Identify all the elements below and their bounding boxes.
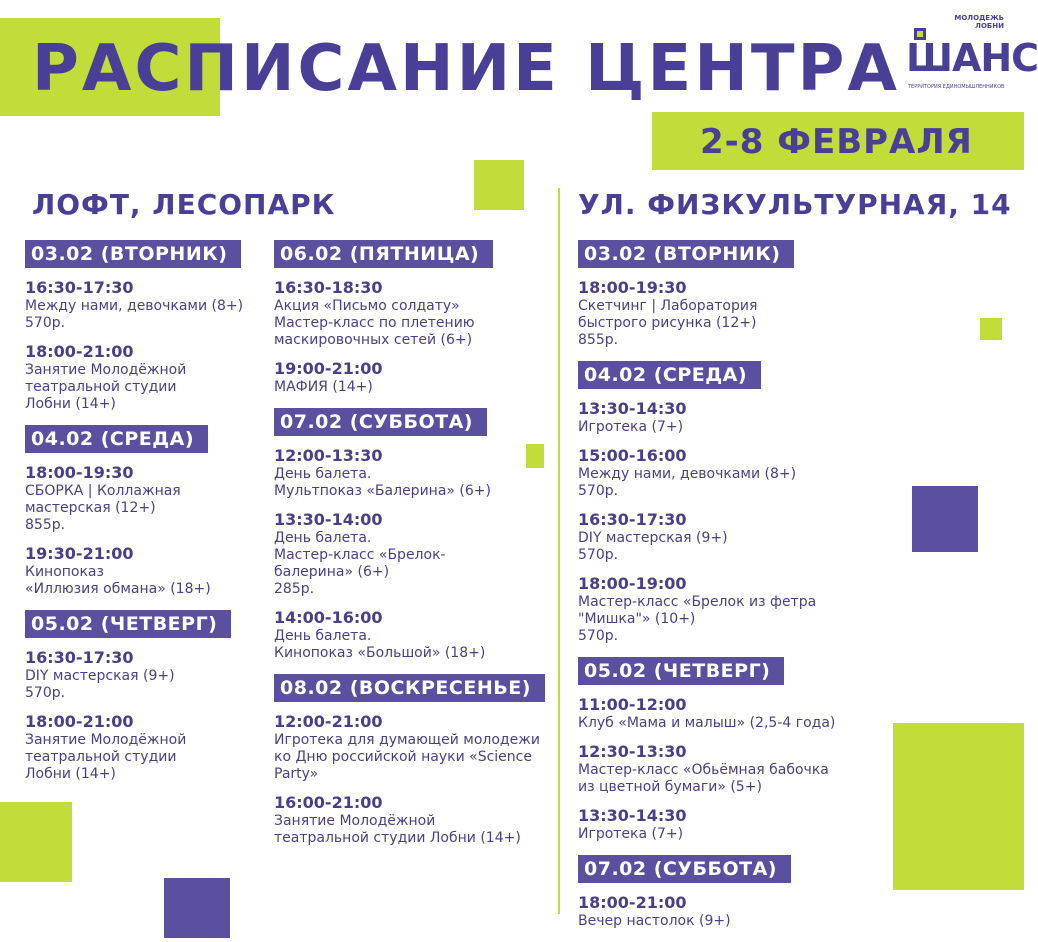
event-item (578, 399, 878, 436)
day-label: 04.02 (СРЕДА) (578, 361, 761, 389)
day-label: 05.02 (ЧЕТВЕРГ) (578, 657, 784, 685)
event-description: Игротека (7+) (578, 419, 684, 435)
logo-bottom-text: ТЕРРИТОРИЯ ЕДИНОМЫШЛЕННИКОВ (908, 84, 1005, 90)
logo (906, 14, 1038, 92)
event-description: Игротека для думающей молодежи ко Дню российской науки «Science Party» (274, 732, 540, 782)
event-time: 16:30-17:30 (578, 510, 687, 529)
day-block (274, 674, 554, 847)
event-description: МАФИЯ (14+) (274, 379, 373, 395)
logo-word: ШАНС (906, 36, 1038, 80)
event-description: День балета. Мастер-класс «Брелок- балерина» (6+) 285р. (274, 530, 446, 597)
event-item (578, 278, 878, 349)
event-description: Вечер настолок (9+) (578, 913, 731, 929)
event-description: СБОРКА | Коллажная мастерская (12+) 855р. (25, 483, 181, 533)
day-label: 05.02 (ЧЕТВЕРГ) (25, 610, 231, 638)
event-description: Кинопоказ «Иллюзия обмана» (18+) (25, 564, 211, 597)
event-description: Занятие Молодёжной театральной студии Лобни (14+) (25, 732, 187, 782)
decor-lime-square-mid (474, 160, 524, 210)
event-time: 14:00-16:00 (274, 608, 383, 627)
day-block (578, 657, 878, 843)
event-description: Мастер-класс «Обьёмная бабочка из цветной бумаги» (5+) (578, 762, 829, 795)
event-item (274, 278, 554, 349)
event-item (25, 544, 270, 598)
event-item (274, 446, 554, 500)
event-item (25, 278, 270, 332)
event-time: 13:30-14:00 (274, 510, 383, 529)
event-description: День балета. Мультпоказ «Балерина» (6+) (274, 466, 491, 499)
day-label: 07.02 (СУББОТА) (578, 855, 791, 883)
event-time: 16:30-17:30 (25, 278, 134, 297)
event-description: Скетчинг | Лаборатория быстрого рисунка (12+) 855р. (578, 298, 758, 348)
event-time: 13:30-14:30 (578, 399, 687, 418)
day-block (25, 425, 270, 598)
day-block (578, 855, 878, 930)
event-item (274, 712, 554, 783)
event-item (274, 359, 554, 396)
event-time: 12:00-21:00 (274, 712, 383, 731)
venue-title-loft: ЛОФТ, ЛЕСОПАРК (32, 188, 336, 221)
event-description: Мастер-класс «Брелок из фетра "Мишка"» (10+) 570р. (578, 594, 817, 644)
event-item (274, 793, 554, 847)
event-description: Занятие Молодёжной театральной студии Лобни (14+) (25, 362, 187, 412)
event-item (25, 712, 270, 783)
schedule-column (274, 240, 554, 859)
event-item (578, 806, 878, 843)
schedule-column (25, 240, 270, 795)
event-time: 18:00-19:30 (578, 278, 687, 297)
event-description: DIY мастерская (9+) 570р. (578, 530, 728, 563)
event-description: Между нами, девочками (8+) 570р. (578, 466, 797, 499)
event-item (578, 446, 878, 500)
event-item (274, 510, 554, 598)
day-label: 06.02 (ПЯТНИЦА) (274, 240, 493, 268)
event-description: Между нами, девочками (8+) 570р. (25, 298, 244, 331)
event-time: 18:00-19:30 (25, 463, 134, 482)
day-block (25, 610, 270, 783)
event-time: 11:00-12:00 (578, 695, 687, 714)
event-time: 16:00-21:00 (274, 793, 383, 812)
day-block (578, 361, 878, 645)
event-description: Клуб «Мама и малыш» (2,5-4 года) (578, 715, 836, 731)
event-time: 18:00-21:00 (578, 893, 687, 912)
day-block (274, 408, 554, 662)
event-item (25, 342, 270, 413)
day-label: 03.02 (ВТОРНИК) (578, 240, 794, 268)
event-time: 12:00-13:30 (274, 446, 383, 465)
event-time: 19:30-21:00 (25, 544, 134, 563)
event-item (274, 608, 554, 662)
event-item (578, 893, 878, 930)
event-item (578, 510, 878, 564)
event-item (25, 463, 270, 534)
event-description: Акция «Письмо солдату» Мастер-класс по плетению маскировочных сетей (6+) (274, 298, 475, 348)
decor-lime-square-bottom-left (0, 802, 72, 882)
event-item (578, 695, 878, 732)
event-time: 12:30-13:30 (578, 742, 687, 761)
day-label: 03.02 (ВТОРНИК) (25, 240, 241, 268)
schedule-column (578, 240, 878, 942)
event-time: 16:30-18:30 (274, 278, 383, 297)
decor-lime-small-square-right (980, 318, 1002, 340)
decor-purple-square-right (912, 486, 978, 552)
page-title: РАСПИСАНИЕ ЦЕНТРА (32, 32, 900, 106)
event-item (25, 648, 270, 702)
day-label: 04.02 (СРЕДА) (25, 425, 208, 453)
event-time: 18:00-21:00 (25, 342, 134, 361)
event-time: 13:30-14:30 (578, 806, 687, 825)
day-block (274, 240, 554, 396)
day-label: 08.02 (ВОСКРЕСЕНЬЕ) (274, 674, 545, 702)
day-block (578, 240, 878, 349)
column-divider (558, 188, 560, 914)
date-range: 2-8 ФЕВРАЛЯ (700, 122, 973, 162)
event-item (578, 574, 878, 645)
event-description: DIY мастерская (9+) 570р. (25, 668, 175, 701)
event-time: 18:00-19:00 (578, 574, 687, 593)
event-item (578, 742, 878, 796)
event-description: Занятие Молодёжной театральной студии Лобни (14+) (274, 813, 521, 846)
event-time: 15:00-16:00 (578, 446, 687, 465)
event-time: 19:00-21:00 (274, 359, 383, 378)
event-description: День балета. Кинопоказ «Большой» (18+) (274, 628, 486, 661)
logo-top-text: МОЛОДЕЖЬ ЛОБНИ (954, 14, 1004, 30)
decor-purple-square-bottom (164, 878, 230, 938)
venue-title-fizkulturnaya: УЛ. ФИЗКУЛЬТУРНАЯ, 14 (578, 188, 1012, 221)
day-block (25, 240, 270, 413)
event-time: 18:00-21:00 (25, 712, 134, 731)
decor-lime-square-bottom-right (893, 723, 1024, 890)
event-description: Игротека (7+) (578, 826, 684, 842)
event-time: 16:30-17:30 (25, 648, 134, 667)
day-label: 07.02 (СУББОТА) (274, 408, 487, 436)
